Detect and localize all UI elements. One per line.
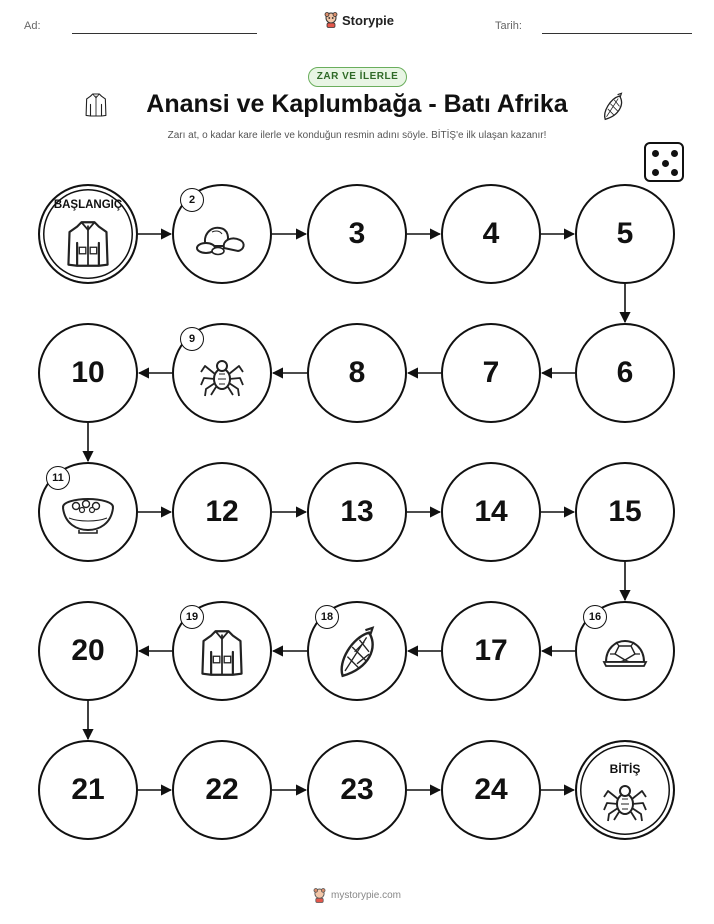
storypie-mascot-icon xyxy=(313,888,326,903)
board-space-3 xyxy=(307,184,407,284)
jacket-icon xyxy=(65,219,111,274)
board-space-15 xyxy=(575,462,675,562)
space-number-tag: 16 xyxy=(583,605,607,629)
activity-badge: ZAR VE İLERLE xyxy=(308,67,407,87)
space-number: 20 xyxy=(71,634,105,667)
footer-url: mystorypie.com xyxy=(330,890,401,901)
board-space-16 xyxy=(575,601,675,701)
space-number: 15 xyxy=(608,495,642,528)
name-label: Ad: xyxy=(24,20,41,32)
space-number: 5 xyxy=(616,217,634,250)
pinecone-icon xyxy=(333,625,381,686)
board-space-19 xyxy=(172,601,272,701)
space-number: 21 xyxy=(71,773,105,806)
board-space-18 xyxy=(307,601,407,701)
space-number-tag: 19 xyxy=(180,605,204,629)
space-number-tag: 11 xyxy=(46,466,70,490)
space-number: 10 xyxy=(71,356,105,389)
board-space-24 xyxy=(441,740,541,840)
date-label: Tarih: xyxy=(495,20,522,32)
brand-name: Storypie xyxy=(342,12,395,28)
space-number: 6 xyxy=(616,356,634,389)
board-space-13 xyxy=(307,462,407,562)
finish-space xyxy=(575,740,675,840)
space-number-tag: 9 xyxy=(180,327,204,351)
page-title: Anansi ve Kaplumbağa - Batı Afrika xyxy=(146,90,568,118)
space-number: 8 xyxy=(348,356,366,389)
spider-icon xyxy=(199,352,245,403)
stew-bowl-icon xyxy=(59,494,117,539)
board-space-6 xyxy=(575,323,675,423)
finish-label: BİTİŞ xyxy=(609,762,641,776)
board-space-5 xyxy=(575,184,675,284)
space-number-tag: 2 xyxy=(180,188,204,212)
space-number: 22 xyxy=(205,773,239,806)
spider-icon xyxy=(602,777,648,828)
space-number: 23 xyxy=(340,773,374,806)
space-number: 7 xyxy=(482,356,500,389)
space-number: 4 xyxy=(482,217,500,250)
space-number: 12 xyxy=(205,495,239,528)
board-space-21 xyxy=(38,740,138,840)
start-label: BAŞLANGIÇ xyxy=(53,199,123,211)
space-number: 14 xyxy=(474,495,508,528)
instructions: Zarı at, o kadar kare ilerle ve konduğun resmin adını söyle. BİTİŞ'e ilk ulaşan kazanır! xyxy=(167,130,547,141)
space-number: 24 xyxy=(474,773,508,806)
jacket-icon xyxy=(199,628,245,683)
space-number: 17 xyxy=(474,634,508,667)
board-space-8 xyxy=(307,323,407,423)
rocks-icon xyxy=(192,216,252,261)
turtle-shell-icon xyxy=(602,638,648,673)
footer xyxy=(0,888,714,903)
board-space-12 xyxy=(172,462,272,562)
board-space-14 xyxy=(441,462,541,562)
space-number: 3 xyxy=(348,217,366,250)
board-space-11 xyxy=(38,462,138,562)
start-space xyxy=(38,184,138,284)
board-space-7 xyxy=(441,323,541,423)
space-number: 13 xyxy=(340,495,374,528)
board-space-9 xyxy=(172,323,272,423)
board-space-10 xyxy=(38,323,138,423)
board-space-2 xyxy=(172,184,272,284)
space-number-tag: 18 xyxy=(315,605,339,629)
board-space-17 xyxy=(441,601,541,701)
board-space-23 xyxy=(307,740,407,840)
board-space-20 xyxy=(38,601,138,701)
board-space-22 xyxy=(172,740,272,840)
board-space-4 xyxy=(441,184,541,284)
